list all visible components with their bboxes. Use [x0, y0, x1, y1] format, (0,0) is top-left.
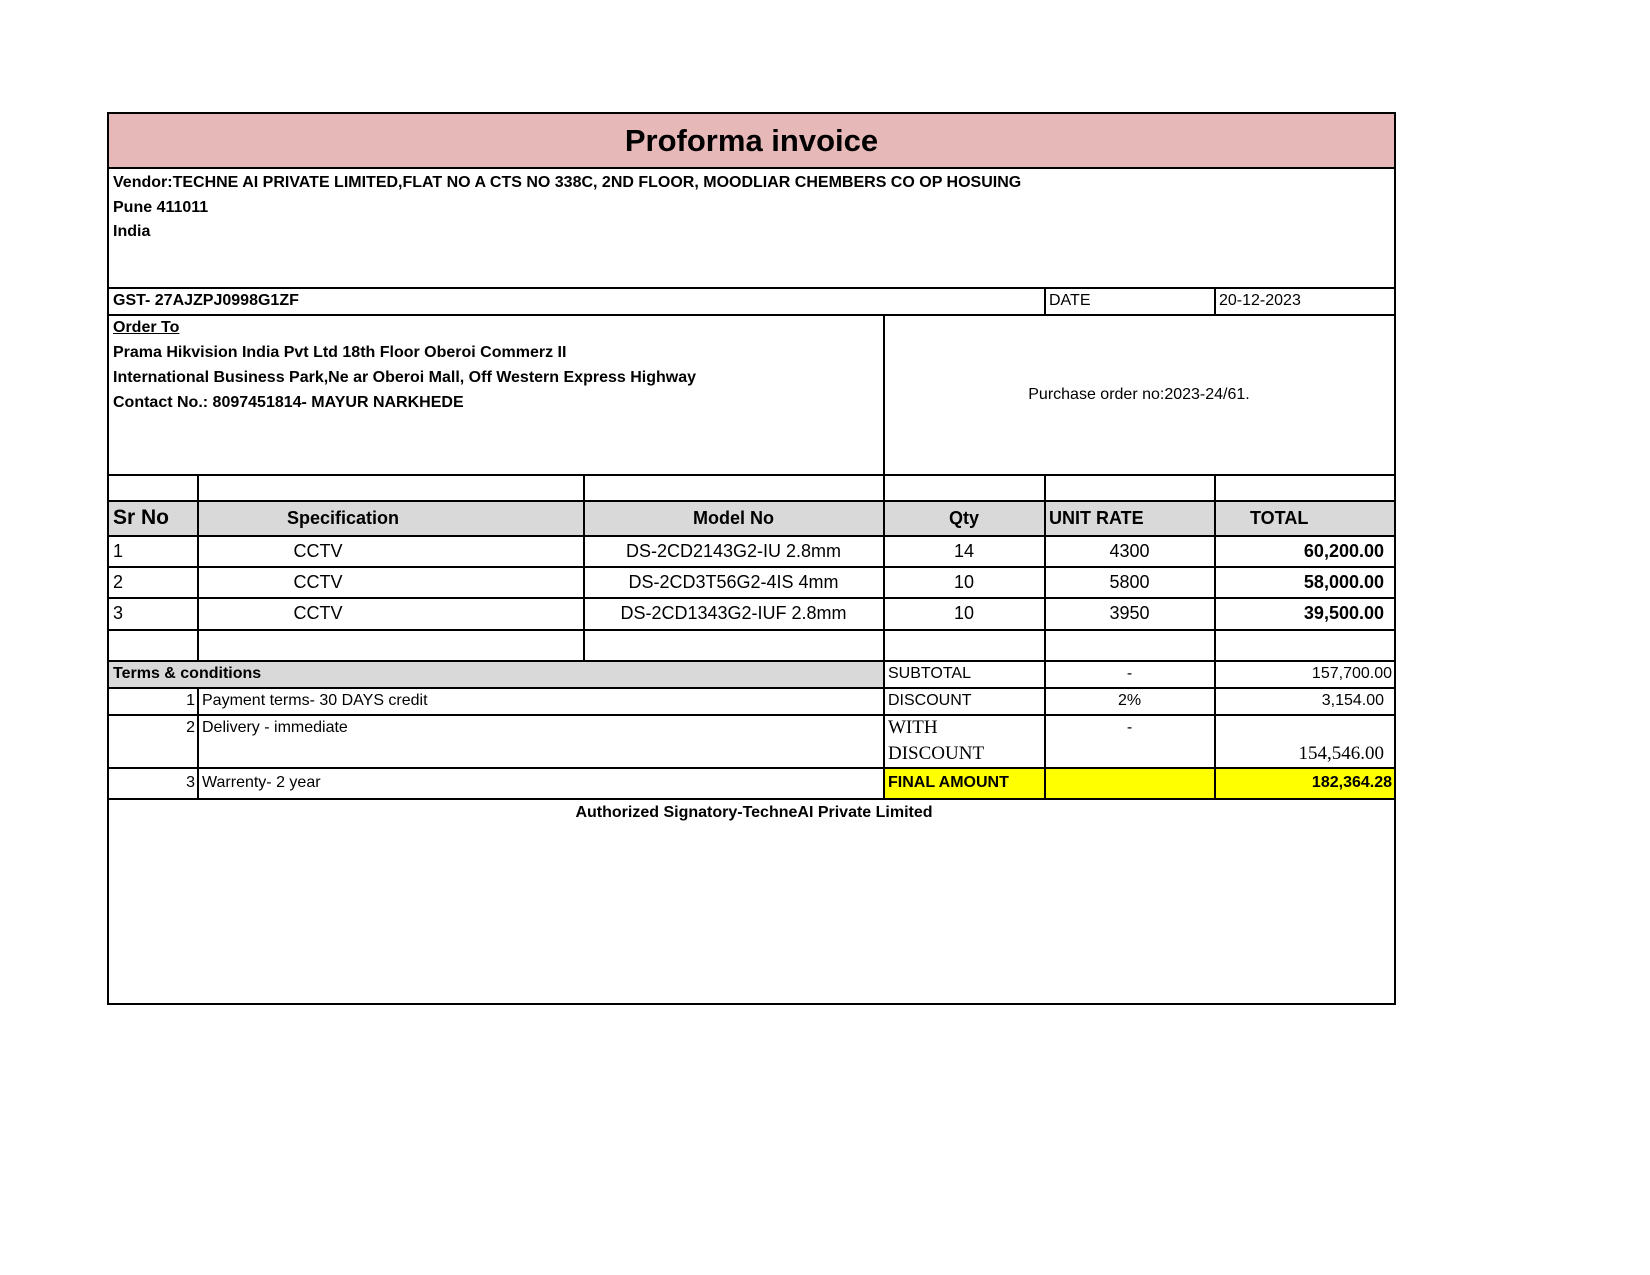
subtotal-mid: -: [1126, 665, 1133, 682]
order-to-heading: Order To: [113, 319, 180, 336]
row-3-unit-rate: 3950: [1109, 603, 1150, 623]
row-1-unit-rate: 4300: [1109, 540, 1150, 561]
date-label: DATE: [1049, 292, 1091, 309]
header-total: TOTAL: [1250, 507, 1309, 528]
header-sr-no: Sr No: [113, 506, 170, 529]
row-2-unit-rate: 5800: [1109, 571, 1150, 592]
vendor-city-line: Pune 411011: [113, 199, 209, 216]
discount-value: 3,154.00: [1321, 692, 1384, 709]
row-1-total: 60,200.00: [1303, 540, 1384, 561]
order-to-company: Prama Hikvision India Pvt Ltd 18th Floor Oberoi Commerz II: [113, 344, 567, 361]
discount-rate: 2%: [1117, 692, 1142, 709]
with-discount-value: 154,546.00: [1298, 743, 1384, 764]
order-to-contact: Contact No.: 8097451814- MAYUR NARKHEDE: [113, 394, 464, 411]
grid-line: [109, 167, 1394, 169]
term-2-text: Delivery - immediate: [202, 719, 348, 736]
subtotal-label: SUBTOTAL: [888, 665, 971, 682]
vendor-address-line: Vendor:TECHNE AI PRIVATE LIMITED,FLAT NO A CTS NO 338C, 2ND FLOOR, MOODLIAR CHEMBERS CO OP HOSUING: [113, 174, 1022, 191]
row-1-qty: 14: [953, 540, 975, 561]
row-3-qty: 10: [953, 603, 975, 623]
grid-line: [109, 629, 1394, 631]
discount-label: DISCOUNT: [888, 692, 972, 709]
header-specification: Specification: [286, 507, 400, 528]
with-discount-mid: -: [1126, 719, 1133, 736]
order-to-address: International Business Park,Ne ar Oberoi Mall, Off Western Express Highway: [113, 369, 696, 386]
row-1-model-no: DS-2CD2143G2-IU 2.8mm: [625, 540, 842, 561]
term-2-number: 2: [186, 719, 195, 736]
header-model-no: Model No: [693, 507, 774, 528]
row-2-model-no: DS-2CD3T56G2-4IS 4mm: [628, 571, 839, 592]
subtotal-value: 157,700.00: [1311, 665, 1392, 682]
with-discount-label-line-1: WITH: [888, 717, 938, 738]
row-2-qty: 10: [953, 571, 975, 592]
term-1-text: Payment terms- 30 DAYS credit: [202, 692, 428, 709]
final-amount-label: FINAL AMOUNT: [888, 774, 1009, 791]
header-qty: Qty: [948, 507, 979, 528]
with-discount-label-line-2: DISCOUNT: [888, 743, 985, 764]
gst-number: GST- 27AJZPJ0998G1ZF: [113, 292, 299, 309]
terms-heading: Terms & conditions: [113, 665, 262, 682]
term-3-text: Warrenty- 2 year: [202, 774, 321, 791]
date-value: 20-12-2023: [1219, 292, 1301, 309]
row-1-specification: CCTV: [293, 540, 343, 561]
vendor-country-line: India: [113, 223, 151, 240]
purchase-order-number: Purchase order no:2023-24/61.: [1028, 385, 1250, 403]
final-amount-value: 182,364.28: [1311, 774, 1392, 791]
row-3-specification: CCTV: [293, 603, 343, 623]
row-2-sr-no: 2: [113, 571, 124, 592]
authorized-signatory: Authorized Signatory-TechneAI Private Limited: [575, 804, 933, 821]
row-3-model-no: DS-2CD1343G2-IUF 2.8mm: [620, 603, 847, 623]
row-2-total: 58,000.00: [1303, 571, 1384, 592]
row-2-specification: CCTV: [293, 571, 343, 592]
row-1-sr-no: 1: [113, 540, 124, 561]
term-3-number: 3: [186, 774, 195, 791]
header-unit-rate: UNIT RATE: [1049, 507, 1144, 528]
invoice-sheet: [107, 112, 1396, 1005]
grid-line: [109, 474, 1394, 476]
row-3-sr-no: 3: [113, 603, 124, 623]
term-1-number: 1: [186, 692, 195, 709]
page-title: Proforma invoice: [624, 122, 879, 158]
row-3-total: 39,500.00: [1303, 603, 1384, 623]
